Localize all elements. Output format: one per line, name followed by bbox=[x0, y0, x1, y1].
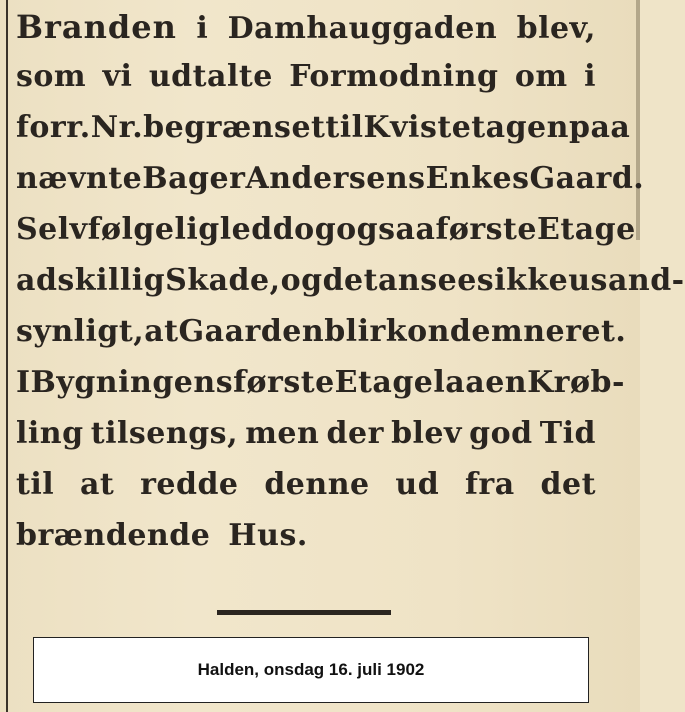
article-line bbox=[16, 263, 685, 314]
article-word: I bbox=[16, 365, 31, 400]
article-line bbox=[16, 110, 631, 161]
caption-box bbox=[33, 637, 589, 703]
article-word: Gaarden bbox=[178, 314, 325, 349]
column-rule bbox=[6, 0, 8, 712]
article-word: at bbox=[79, 467, 115, 502]
article-word: Skade, bbox=[165, 263, 281, 298]
article-word: Hus. bbox=[228, 518, 308, 553]
article-word: der bbox=[326, 416, 384, 451]
article-line bbox=[16, 467, 596, 518]
article-line bbox=[16, 365, 625, 416]
article-line bbox=[16, 314, 627, 365]
article-word: Formodning bbox=[289, 59, 499, 94]
article-word: Krøb- bbox=[527, 365, 625, 400]
article-word: Nr. bbox=[90, 110, 144, 145]
article-word: Bager bbox=[142, 161, 246, 196]
article-word: begrænset bbox=[143, 110, 326, 145]
article-word: om bbox=[514, 59, 568, 94]
article-word: god bbox=[469, 416, 533, 451]
article-word: det bbox=[540, 467, 596, 502]
article-line bbox=[16, 161, 645, 212]
article-word: dog bbox=[272, 212, 337, 247]
page-edge bbox=[636, 0, 640, 240]
article-word: Enkes bbox=[425, 161, 530, 196]
article-word: ogsaa bbox=[336, 212, 436, 247]
article-word: blir bbox=[324, 314, 386, 349]
article-line bbox=[16, 416, 596, 467]
article-word: ud bbox=[395, 467, 440, 502]
article-line bbox=[16, 518, 596, 569]
article-word: men bbox=[245, 416, 320, 451]
article-word: usand- bbox=[568, 263, 685, 298]
article-word: kondemneret. bbox=[385, 314, 627, 349]
article-word: synligt, bbox=[16, 314, 145, 349]
article-word: laa bbox=[433, 365, 486, 400]
article-word: Gaard. bbox=[529, 161, 645, 196]
article-word: fra bbox=[465, 467, 515, 502]
article-word: tilsengs, bbox=[90, 416, 239, 451]
article-word: brændende bbox=[16, 518, 211, 553]
article-word: i bbox=[196, 11, 209, 46]
article-text bbox=[16, 8, 685, 569]
article-word: blev bbox=[391, 416, 462, 451]
article-word: Branden bbox=[16, 8, 177, 46]
article-word: ikke bbox=[494, 263, 569, 298]
article-word: Damhauggaden bbox=[227, 11, 498, 46]
article-word: Selvfølgelig bbox=[16, 212, 220, 247]
caption-text: Halden, onsdag 16. juli 1902 bbox=[197, 660, 425, 679]
article-word: redde bbox=[140, 467, 239, 502]
article-word: ansees bbox=[377, 263, 495, 298]
article-word: udtalte bbox=[148, 59, 273, 94]
article-line bbox=[16, 59, 596, 110]
article-word: Kvistetagen bbox=[363, 110, 569, 145]
article-word: ling bbox=[16, 416, 84, 451]
article-word: en bbox=[485, 365, 528, 400]
section-separator bbox=[217, 610, 391, 615]
article-word: Bygningens bbox=[30, 365, 234, 400]
article-word: Etage bbox=[537, 212, 636, 247]
article-word: denne bbox=[264, 467, 370, 502]
article-word: Andersens bbox=[245, 161, 426, 196]
article-line bbox=[16, 212, 636, 263]
article-word: det bbox=[322, 263, 378, 298]
article-word: til bbox=[325, 110, 364, 145]
article-line bbox=[16, 8, 596, 59]
article-word: at bbox=[144, 314, 179, 349]
article-word: forr. bbox=[16, 110, 91, 145]
article-word: paa bbox=[568, 110, 631, 145]
article-word: til bbox=[16, 467, 55, 502]
article-word: første bbox=[233, 365, 335, 400]
article-word: i bbox=[584, 59, 596, 94]
article-word: første bbox=[435, 212, 537, 247]
article-word: blev, bbox=[516, 11, 596, 46]
article-word: nævnte bbox=[16, 161, 143, 196]
article-word: Tid bbox=[539, 416, 596, 451]
article-word: adskillig bbox=[16, 263, 166, 298]
article-word: vi bbox=[102, 59, 133, 94]
article-word: og bbox=[280, 263, 323, 298]
article-word: Etage bbox=[334, 365, 434, 400]
article-word: led bbox=[219, 212, 273, 247]
article-word: som bbox=[16, 59, 87, 94]
